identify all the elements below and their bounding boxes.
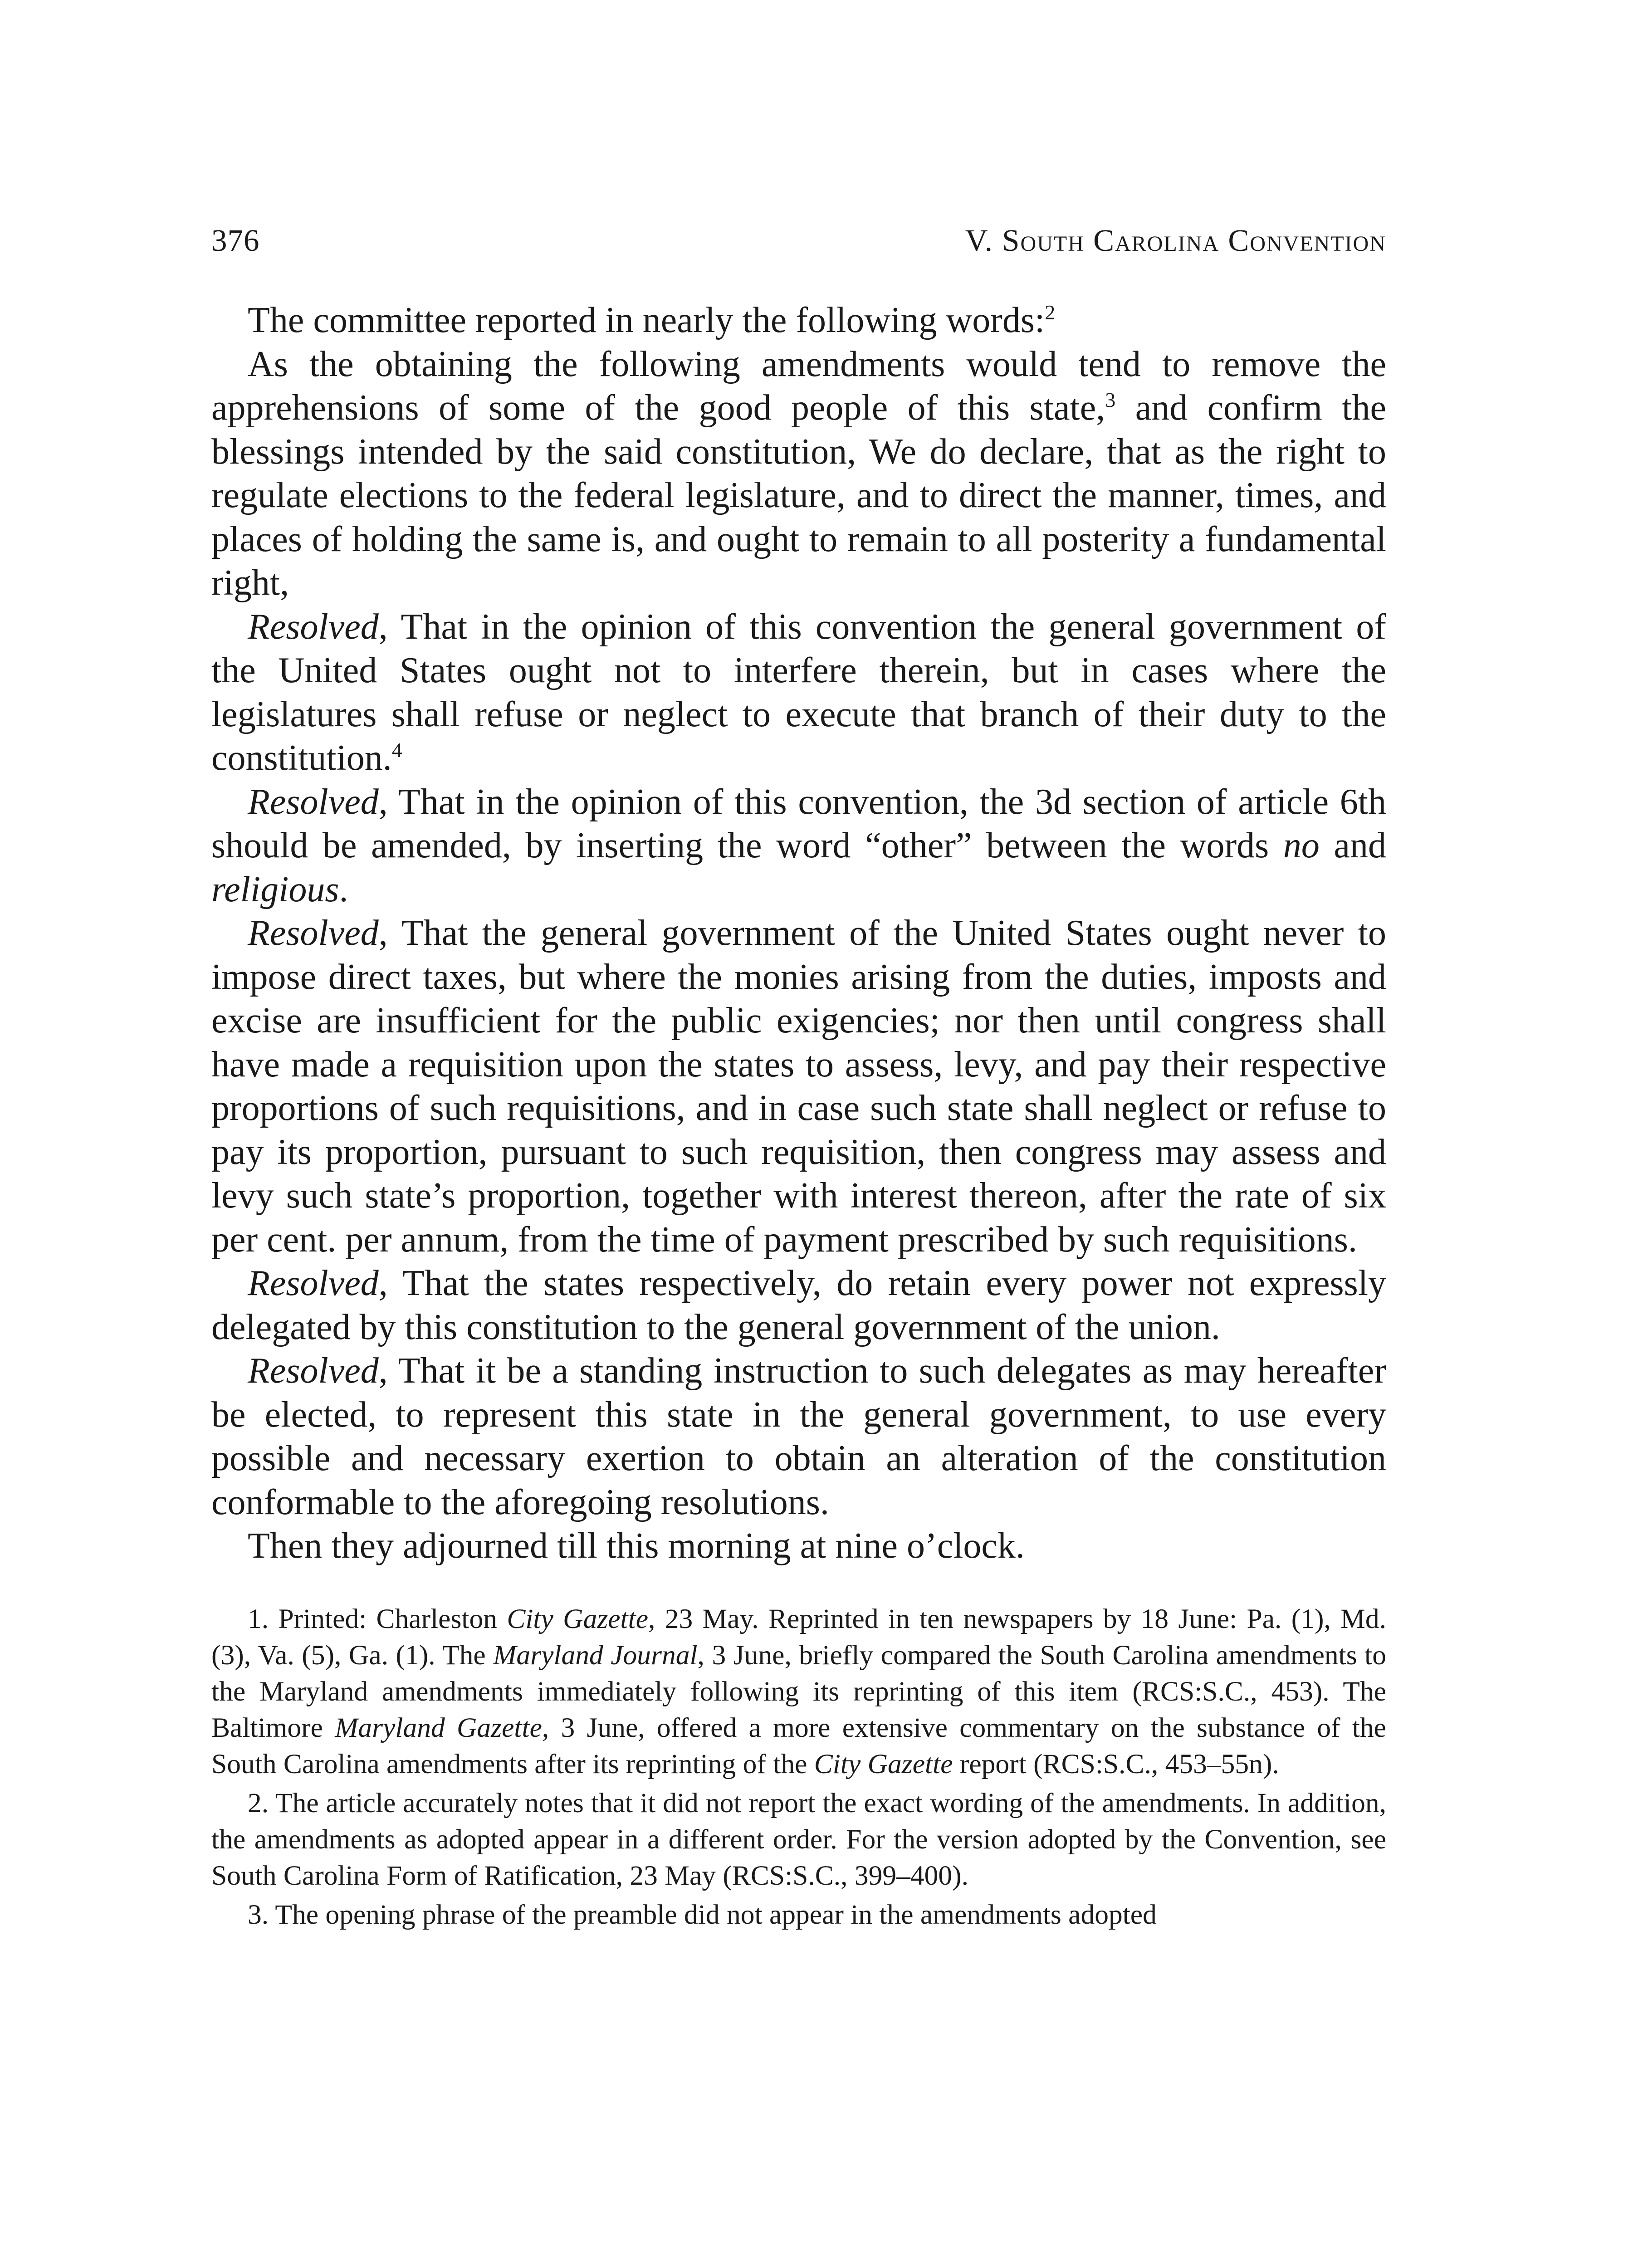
footnotes xyxy=(211,1601,1386,1933)
paragraph-text: , That in the opinion of this convention the general government of the United States ought not to interfere therein, but in cases where the legislatures shall refuse or neglect to execute that branch of their duty to the constitution. xyxy=(211,606,1386,778)
paragraph-resolution-elections xyxy=(211,605,1386,780)
body-text xyxy=(211,298,1386,1568)
paragraph-text: The committee reported in nearly the following words: xyxy=(248,300,1045,340)
paragraph-text: Then they adjourned till this morning at nine o’clock. xyxy=(248,1526,1025,1566)
footnote-text: 1. Printed: Charleston xyxy=(248,1603,507,1634)
italic-word-no: no xyxy=(1283,826,1320,865)
paragraph-text: , That the general government of the United States ought never to impose direct taxes, but where the monies arising from the duties, imposts and excise are insufficient for the public exigencies; nor then until congress shall have made a requisition upon the states to assess, levy, and pay their respective proportions of such requisitions, and in case such state shall neglect or refuse to pay its proportion, pursuant to such requisition, then congress may assess and levy such state’s proportion, together with interest thereon, after the rate of six per cent. per annum, from the time of payment prescribed by such requisitions. xyxy=(211,913,1386,1260)
footnote-ref-2[interactable]: 2 xyxy=(1045,301,1056,324)
paragraph-resolution-religious-test xyxy=(211,780,1386,912)
resolved-word: Resolved xyxy=(248,606,379,647)
footnote-text: report (RCS:S.C., 453–55n). xyxy=(953,1748,1279,1779)
paragraph-resolution-retained-powers xyxy=(211,1261,1386,1349)
resolved-word: Resolved xyxy=(248,782,379,822)
footnote-2: 2. The article accurately notes that it did not report the exact wording of the amendments. In addition, the amendments as adopted appear in a different order. For the version adopted by the Convention, see South Carolina Form of Ratification, 23 May (RCS:S.C., 399–400). xyxy=(211,1787,1386,1891)
document-page xyxy=(211,218,1386,1936)
italic-word-religious: religious xyxy=(211,869,339,909)
paragraph-text: , That it be a standing instruction to such delegates as may hereafter be elected, to represent this state in the general government, to use every possible and necessary exertion to obtain an alteration of the constitution conformable to the aforegoing resolutions. xyxy=(211,1351,1386,1522)
footnote-text: , 3 June, offered a more extensive commentary on the substance of the South Carolina amendments after its reprinting of the xyxy=(211,1712,1386,1779)
paragraph-committee-report xyxy=(211,298,1386,342)
paragraph-text: . xyxy=(339,869,348,909)
paragraph-text: , That in the opinion of this convention, the 3d section of article 6th should be amended, by inserting the word “other” between the words xyxy=(211,782,1386,865)
newspaper-title: City Gazette xyxy=(507,1603,649,1634)
newspaper-title: Maryland Gazette xyxy=(335,1712,542,1743)
paragraph-text: and xyxy=(1319,826,1386,865)
paragraph-text: As the obtaining the following amendments would tend to remove the apprehensions of some of the good people of this state, xyxy=(211,344,1386,428)
resolved-word: Resolved xyxy=(248,1351,379,1391)
footnote-ref-4[interactable]: 4 xyxy=(391,738,402,762)
footnote-1 xyxy=(211,1601,1386,1782)
running-head xyxy=(211,218,1386,263)
resolved-word: Resolved xyxy=(248,913,379,953)
paragraph-text: , That the states respectively, do retain every power not expressly delegated by this constitution to the general government of the union. xyxy=(211,1263,1386,1347)
paragraph-resolution-standing-instruction xyxy=(211,1349,1386,1524)
paragraph-adjournment xyxy=(211,1524,1386,1568)
footnote-text: , 23 May. Reprinted in ten newspapers by 18 June: Pa. (1), Md. (3), Va. (5), Ga. (1). The xyxy=(211,1603,1386,1671)
page-number: 376 xyxy=(211,223,260,258)
footnote-ref-3[interactable]: 3 xyxy=(1105,388,1116,411)
resolved-word: Resolved xyxy=(248,1263,379,1303)
paragraph-preamble xyxy=(211,342,1386,605)
paragraph-resolution-direct-taxes xyxy=(211,911,1386,1261)
newspaper-title: City Gazette xyxy=(814,1748,953,1779)
footnote-text: , 3 June, briefly compared the South Carolina amendments to the Maryland amendments immediately following its reprinting of this item (RCS:S.C., 453). The Baltimore xyxy=(211,1639,1386,1743)
newspaper-title: Maryland Journal xyxy=(493,1639,698,1671)
footnote-3: 3. The opening phrase of the preamble did not appear in the amendments adopted xyxy=(248,1899,1157,1930)
paragraph-text: and confirm the blessings intended by the said constitution, We do declare, that as the right to regulate elections to the federal legislature, and to direct the manner, times, and places of holding the same is, and ought to remain to all posterity a fundamental right, xyxy=(211,388,1387,603)
section-title: V. South Carolina Convention xyxy=(965,223,1386,258)
